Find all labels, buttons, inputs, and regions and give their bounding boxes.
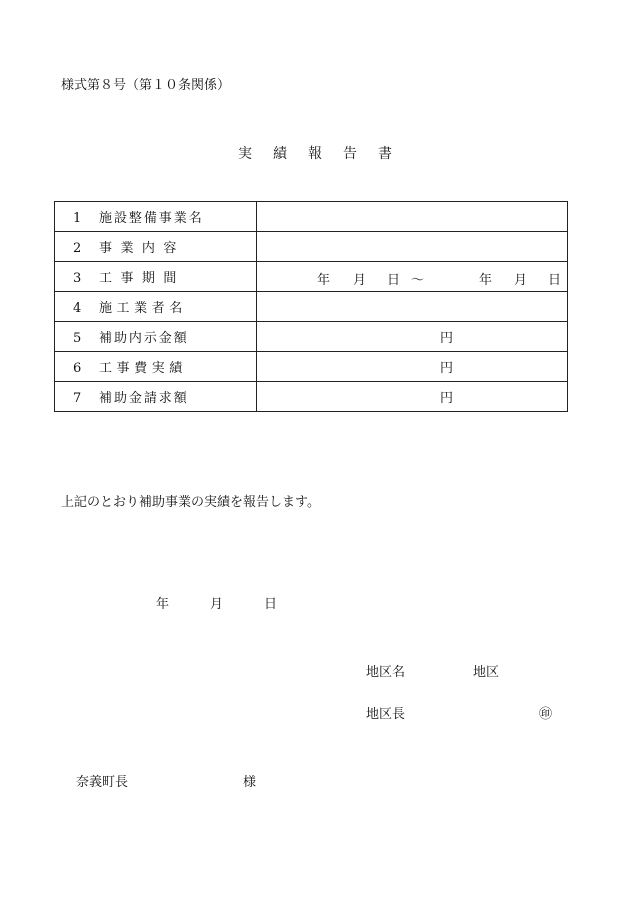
yen-value-cell: 円: [257, 322, 568, 352]
row-number: 2: [73, 241, 82, 256]
report-statement: 上記のとおり補助事業の実績を報告します。: [61, 495, 320, 510]
yen-value-cell: 円: [257, 352, 568, 382]
row-number: 5: [73, 331, 82, 346]
period-start-year: 年: [317, 273, 331, 288]
row-number: 7: [73, 391, 82, 406]
row-label: 補助内示金額: [99, 331, 189, 346]
table-row: [55, 232, 568, 262]
period-start-day: 日: [387, 273, 401, 288]
period-separator: ～: [411, 273, 425, 288]
row-number: 4: [73, 301, 82, 316]
row-value-cell: [257, 202, 568, 232]
table-row: [55, 262, 568, 292]
table-row: [55, 352, 568, 382]
period-start-month: 月: [353, 273, 367, 288]
row-label-cell: [55, 322, 257, 352]
district-name-suffix: 地区: [473, 665, 500, 680]
row-label: 工事期間: [99, 271, 185, 286]
seal-mark: ㊞: [539, 707, 553, 722]
date-month-label: 月: [210, 597, 224, 612]
row-label: 工事費実績: [99, 361, 187, 376]
row-label-cell: [55, 352, 257, 382]
report-items-table: [54, 201, 568, 412]
row-value-cell: [257, 292, 568, 322]
row-label-cell: [55, 232, 257, 262]
row-label-cell: [55, 292, 257, 322]
row-number: 3: [73, 271, 82, 286]
table-row: [55, 322, 568, 352]
period-end-year: 年: [479, 273, 493, 288]
table-row: [55, 382, 568, 412]
addressee: 奈義町長: [76, 775, 129, 790]
date-day-label: 日: [264, 597, 278, 612]
date-year-label: 年: [156, 597, 170, 612]
period-end-day: 日: [548, 273, 562, 288]
row-value-cell: [257, 232, 568, 262]
table-row: [55, 292, 568, 322]
district-head-label: 地区長: [366, 707, 406, 722]
form-number: 様式第８号（第１０条関係）: [61, 78, 231, 93]
yen-value-cell: 円: [257, 382, 568, 412]
row-label-cell: [55, 202, 257, 232]
row-label: 補助金請求額: [99, 391, 189, 406]
construction-period-cell: [257, 262, 568, 292]
row-label: 施設整備事業名: [99, 211, 204, 226]
district-name-label: 地区名: [366, 665, 406, 680]
table-row: [55, 202, 568, 232]
honorific: 様: [243, 775, 257, 790]
period-end-month: 月: [514, 273, 528, 288]
row-label: 事業内容: [99, 241, 185, 256]
row-label: 施工業者名: [99, 301, 187, 316]
row-label-cell: [55, 382, 257, 412]
row-label-cell: [55, 262, 257, 292]
document-title: 実績報告書: [238, 146, 413, 162]
row-number: 1: [73, 211, 82, 226]
row-number: 6: [73, 361, 82, 376]
